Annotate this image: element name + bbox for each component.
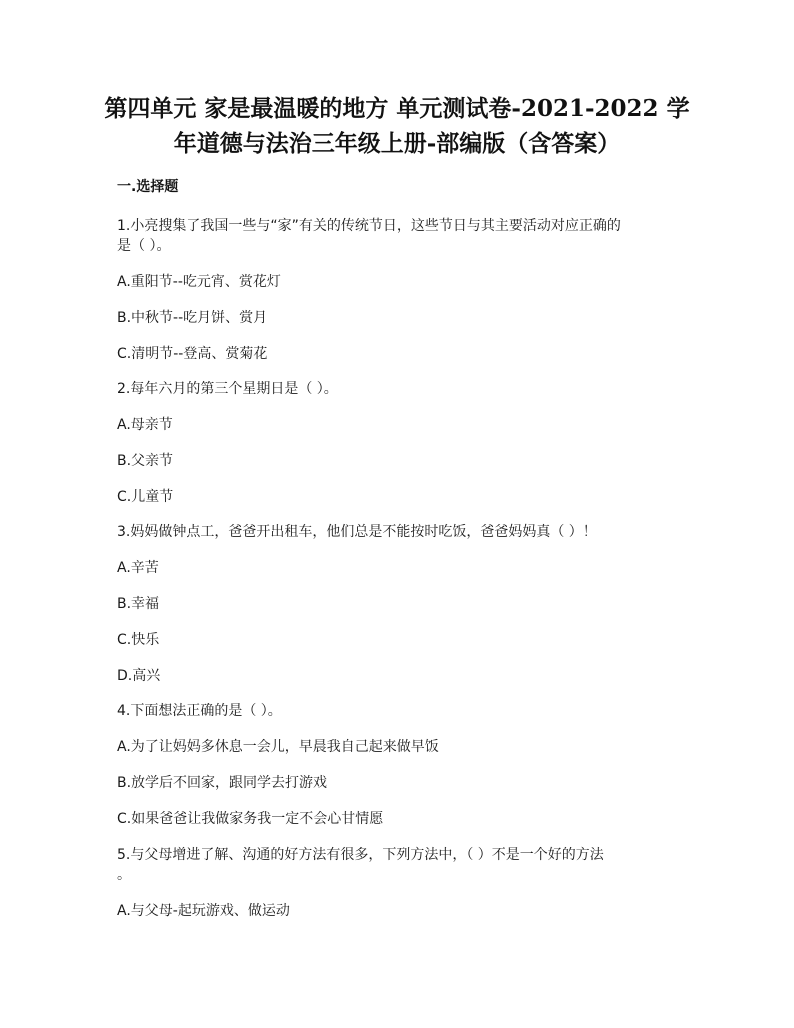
question-5-option-a: A.与父母-起玩游戏、做运动 bbox=[117, 903, 290, 919]
question-1-stem-cont: 是（ ）。 bbox=[117, 238, 171, 254]
question-4-option-a: A.为了让妈妈多休息一会儿，早晨我自己起来做早饭 bbox=[117, 739, 439, 755]
question-4-option-b: B.放学后不回家，跟同学去打游戏 bbox=[117, 775, 328, 791]
question-3-option-c: C.快乐 bbox=[117, 632, 160, 648]
question-4-option-c: C.如果爸爸让我做家务我一定不会心甘情愿 bbox=[117, 811, 384, 827]
document-title-line-1: 第四单元 家是最温暖的地方 单元测试卷-2021-2022 学 bbox=[104, 95, 690, 122]
question-2-option-a: A.母亲节 bbox=[117, 417, 173, 433]
question-3-option-d: D.高兴 bbox=[117, 668, 161, 684]
question-2-option-b: B.父亲节 bbox=[117, 453, 174, 469]
question-2-stem: 2.每年六月的第三个星期日是（ ）。 bbox=[117, 381, 338, 397]
question-4-stem: 4.下面想法正确的是（ ）。 bbox=[117, 703, 282, 719]
question-3-stem: 3.妈妈做钟点工，爸爸开出租车，他们总是不能按时吃饭，爸爸妈妈真（ ）！ bbox=[117, 524, 597, 540]
question-5-stem-cont: 。 bbox=[117, 867, 131, 883]
document-title-line-2: 年道德与法治三年级上册-部编版（含答案） bbox=[173, 130, 621, 157]
question-3-option-b: B.幸福 bbox=[117, 596, 160, 612]
question-2-option-c: C.儿童节 bbox=[117, 489, 174, 505]
question-1-option-c: C.清明节--登高、赏菊花 bbox=[117, 346, 268, 362]
question-5-stem: 5.与父母增进了解、沟通的好方法有很多，下列方法中，（ ）不是一个好的方法 bbox=[117, 847, 604, 863]
question-1-stem: 1.小亮搜集了我国一些与“家”有关的传统节日，这些节日与其主要活动对应正确的 bbox=[117, 218, 621, 234]
question-3-option-a: A.辛苦 bbox=[117, 560, 159, 576]
section-heading: 一.选择题 bbox=[117, 179, 179, 195]
question-1-option-b: B.中秋节--吃月饼、赏月 bbox=[117, 310, 268, 326]
question-1-option-a: A.重阳节--吃元宵、赏花灯 bbox=[117, 274, 281, 290]
